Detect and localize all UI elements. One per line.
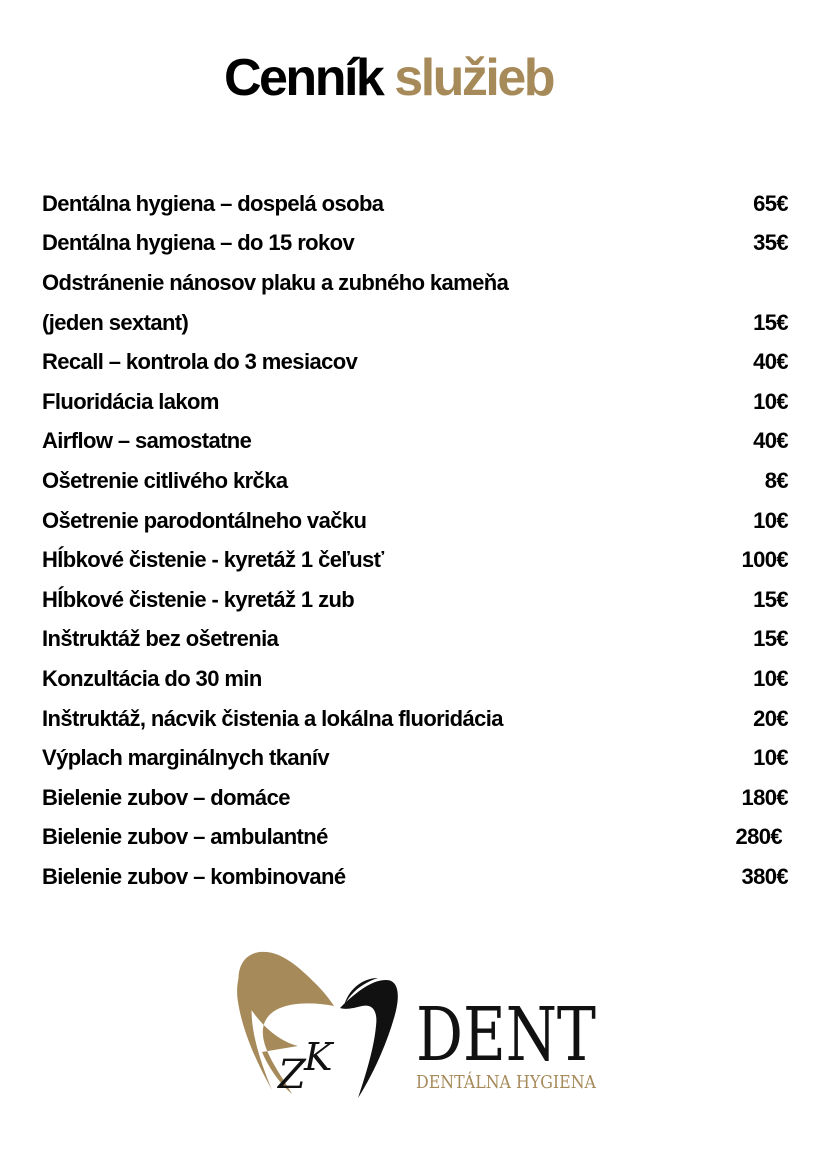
service-price: 40€	[753, 349, 788, 375]
brand-name: DENT	[416, 992, 596, 1078]
price-row	[42, 263, 788, 303]
service-name: Odstránenie nánosov plaku a zubného kameňa	[42, 269, 509, 295]
brand-logo	[232, 948, 621, 1108]
price-row	[42, 461, 788, 501]
service-price: 180€	[741, 784, 788, 810]
price-row	[42, 184, 788, 224]
price-row	[42, 738, 788, 778]
service-name: Bielenie zubov – domáce	[42, 784, 290, 810]
service-name: Ošetrenie citlivého krčka	[42, 467, 288, 493]
price-row	[42, 540, 788, 580]
price-row	[42, 857, 788, 897]
brand-subtitle: DENTÁLNA HYGIENA	[416, 1072, 621, 1093]
service-price: 15€	[753, 586, 788, 612]
price-row	[42, 659, 788, 699]
service-price: 10€	[753, 507, 788, 533]
service-name: Fluoridácia lakom	[42, 388, 219, 414]
service-price: 100€	[741, 547, 788, 573]
price-row	[42, 580, 788, 620]
service-name: Inštruktáž, nácvik čistenia a lokálna fluoridácia	[42, 705, 503, 731]
service-price: 10€	[753, 745, 788, 771]
price-row	[42, 699, 788, 739]
service-price: 40€	[753, 428, 788, 454]
price-row	[42, 501, 788, 541]
service-price: 65€	[753, 190, 788, 216]
price-row	[42, 778, 788, 818]
service-name: Dentálna hygiena – dospelá osoba	[42, 190, 384, 216]
service-price: 280€	[735, 824, 782, 850]
price-row	[42, 224, 788, 264]
service-name: Bielenie zubov – ambulantné	[42, 824, 328, 850]
service-price: 15€	[753, 626, 788, 652]
service-price: 10€	[753, 388, 788, 414]
title-accent: služieb	[394, 49, 554, 107]
price-row	[42, 818, 788, 858]
price-row	[42, 382, 788, 422]
monogram-right: K	[304, 1035, 333, 1079]
service-price: 8€	[764, 467, 788, 493]
service-name: Bielenie zubov – kombinované	[42, 863, 346, 889]
price-row	[42, 303, 788, 343]
service-name: Výplach marginálnych tkanív	[42, 745, 330, 771]
service-name: Ošetrenie parodontálneho vačku	[42, 507, 367, 533]
price-row	[42, 342, 788, 382]
service-name: Recall – kontrola do 3 mesiacov	[42, 349, 358, 375]
monogram-left: Z	[278, 1052, 306, 1098]
service-price: 10€	[753, 665, 788, 691]
service-name: Dentálna hygiena – do 15 rokov	[42, 230, 355, 256]
service-name: Hĺbkové čistenie - kyretáž 1 zub	[42, 586, 355, 612]
page-title	[0, 49, 777, 107]
price-row	[42, 620, 788, 660]
service-name: Airflow – samostatne	[42, 428, 252, 454]
service-price: 380€	[741, 863, 788, 889]
service-price: 35€	[753, 230, 788, 256]
price-list	[42, 184, 788, 897]
service-name: Hĺbkové čistenie - kyretáž 1 čeľusť	[42, 547, 384, 573]
service-name: Konzultácia do 30 min	[42, 665, 262, 691]
tooth-logo-icon	[232, 948, 621, 1108]
price-row	[42, 422, 788, 462]
service-price: 20€	[753, 705, 788, 731]
service-name: (jeden sextant)	[42, 309, 189, 335]
service-name: Inštruktáž bez ošetrenia	[42, 626, 279, 652]
service-price: 15€	[753, 309, 788, 335]
title-main: Cenník	[223, 49, 383, 107]
